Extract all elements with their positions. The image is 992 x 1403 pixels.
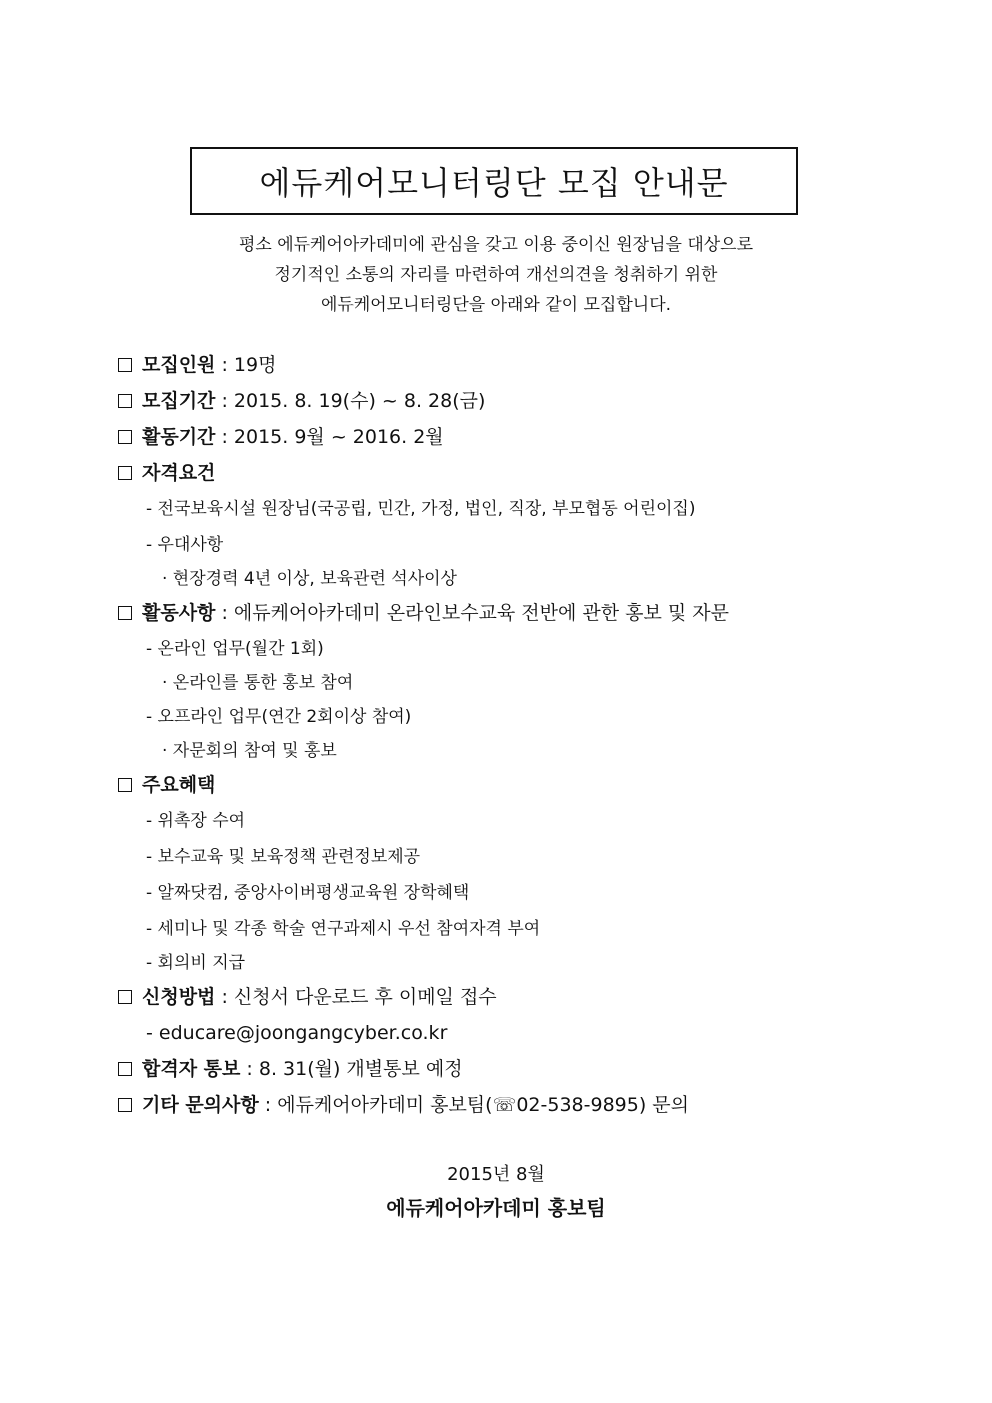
activity-period-row (118, 422, 444, 452)
checkbox-square-icon (118, 394, 132, 408)
notice-value: : 8. 31(월) 개별통보 예정 (240, 1058, 463, 1080)
intro-line: 평소 에듀케어아카데미에 관심을 갖고 이용 중이신 원장님을 대상으로 (238, 235, 754, 255)
apply-email: - educare@joongangcyber.co.kr (146, 1022, 448, 1044)
qualification-label: 자격요건 (142, 462, 216, 484)
benefit-item: - 알짜닷컴, 중앙사이버평생교육원 장학혜택 (146, 883, 470, 903)
contact-row (118, 1090, 689, 1120)
benefits-row (118, 770, 215, 800)
recruit-period-label: 모집기간 (142, 390, 216, 412)
recruit-count-value: : 19명 (215, 354, 277, 376)
checkbox-square-icon (118, 778, 132, 792)
recruit-count-row (118, 350, 276, 380)
checkbox-square-icon (118, 606, 132, 620)
intro-paragraph (0, 230, 992, 320)
benefits-label: 주요혜택 (142, 774, 216, 796)
activities-subitem: · 온라인를 통한 홍보 참여 (162, 673, 354, 693)
activities-label: 활동사항 (142, 602, 216, 624)
qualification-row (118, 458, 215, 488)
checkbox-square-icon (118, 430, 132, 444)
recruit-period-row (118, 386, 485, 416)
intro-line: 에듀케어모니터링단을 아래와 같이 모집합니다. (320, 295, 672, 315)
footer-date: 2015년 8월 (447, 1164, 545, 1185)
notice-label: 합격자 통보 (142, 1058, 241, 1080)
activity-period-label: 활동기간 (142, 426, 216, 448)
notice-row (118, 1054, 463, 1084)
benefit-item: - 보수교육 및 보육정책 관련정보제공 (146, 847, 421, 867)
benefit-item: - 위촉장 수여 (146, 811, 246, 831)
contact-label: 기타 문의사항 (142, 1094, 259, 1116)
apply-value: : 신청서 다운로드 후 이메일 접수 (215, 986, 497, 1008)
benefit-item: - 회의비 지급 (146, 953, 246, 973)
qualification-subitem: · 현장경력 4년 이상, 보육관련 석사이상 (162, 569, 457, 589)
activity-period-value: : 2015. 9월 ~ 2016. 2월 (215, 426, 444, 448)
activities-value: : 에듀케어아카데미 온라인보수교육 전반에 관한 홍보 및 자문 (215, 602, 729, 624)
intro-line: 정기적인 소통의 자리를 마련하여 개선의견을 청취하기 위한 (274, 265, 718, 285)
document-title: 에듀케어모니터링단 모집 안내문 (190, 147, 798, 215)
recruit-count-label: 모집인원 (142, 354, 216, 376)
activities-row (118, 598, 729, 628)
recruit-period-value: : 2015. 8. 19(수) ~ 8. 28(금) (215, 390, 486, 412)
contact-value: : 에듀케어아카데미 홍보팀(☏02-538-9895) 문의 (258, 1094, 690, 1116)
qualification-item: - 전국보육시설 원장님(국공립, 민간, 가정, 법인, 직장, 부모협동 어린이집) (146, 499, 696, 519)
qualification-item: - 우대사항 (146, 535, 224, 555)
activities-item: - 오프라인 업무(연간 2회이상 참여) (146, 707, 412, 727)
activities-subitem: · 자문회의 참여 및 홍보 (162, 741, 337, 761)
apply-row (118, 982, 497, 1012)
checkbox-square-icon (118, 1062, 132, 1076)
checkbox-square-icon (118, 1098, 132, 1112)
checkbox-square-icon (118, 358, 132, 372)
activities-item: - 온라인 업무(월간 1회) (146, 639, 324, 659)
checkbox-square-icon (118, 990, 132, 1004)
footer-organization: 에듀케어아카데미 홍보팀 (386, 1196, 606, 1220)
benefit-item: - 세미나 및 각종 학술 연구과제시 우선 참여자격 부여 (146, 919, 541, 939)
checkbox-square-icon (118, 466, 132, 480)
apply-label: 신청방법 (142, 986, 216, 1008)
